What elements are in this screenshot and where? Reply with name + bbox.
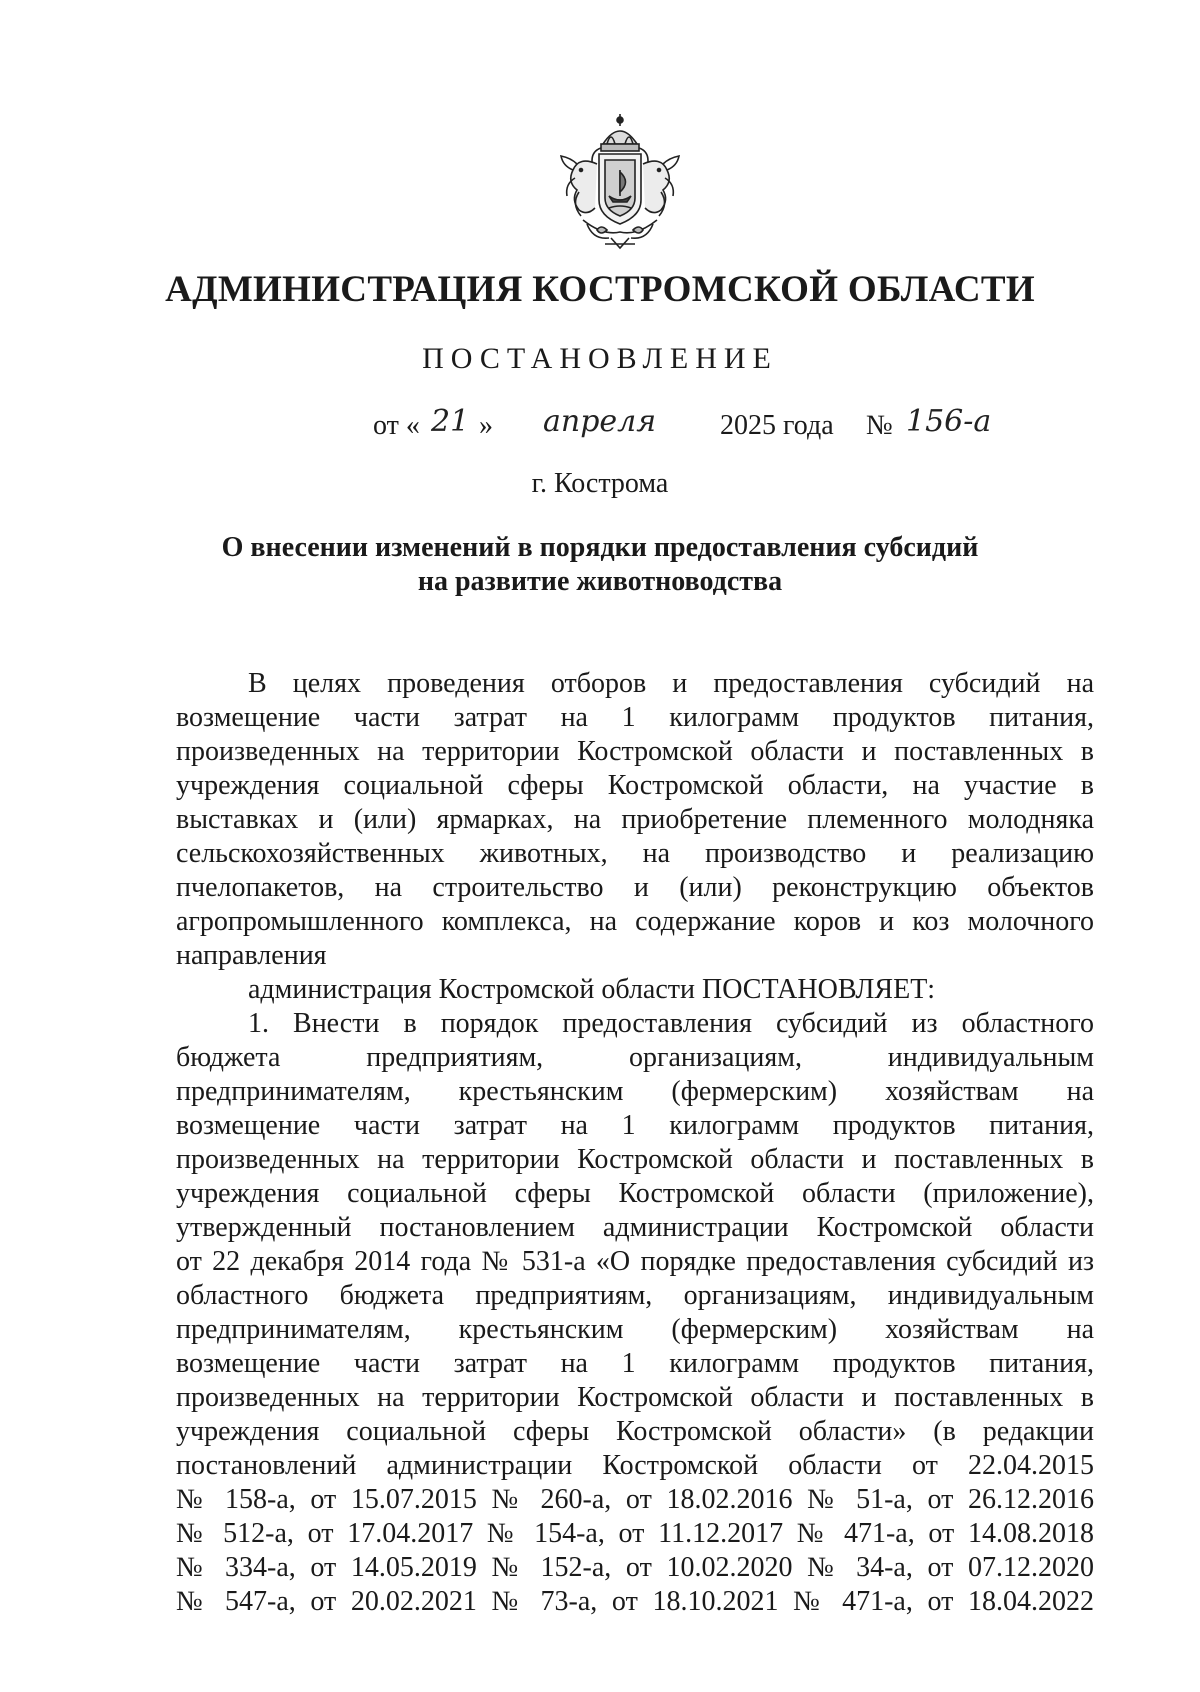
document-number-handwritten: 156-а	[906, 404, 992, 439]
body-line: предпринимателям, крестьянским (фермерским) хозяйствам на	[176, 1314, 1094, 1345]
body-line: возмещение части затрат на 1 килограмм продуктов питания,	[176, 1348, 1094, 1379]
number-prefix: №	[866, 410, 893, 441]
body-line: произведенных на территории Костромской области и поставленных в	[176, 736, 1094, 767]
body-line: постановлений администрации Костромской области от 22.04.2015	[176, 1450, 1094, 1481]
body-line: предпринимателям, крестьянским (фермерским) хозяйствам на	[176, 1076, 1094, 1107]
body-line: В целях проведения отборов и предоставления субсидий на	[248, 668, 1094, 699]
body-line: пчелопакетов, на строительство и (или) реконструкцию объектов	[176, 872, 1094, 903]
date-close-quote: »	[479, 410, 493, 441]
body-line: 1. Внести в порядок предоставления субсидий из областного	[248, 1008, 1094, 1039]
body-line: возмещение части затрат на 1 килограмм продуктов питания,	[176, 1110, 1094, 1141]
subject-line-2: на развитие животноводства	[417, 566, 783, 597]
document-type-heading: ПОСТАНОВЛЕНИЕ	[422, 342, 778, 375]
date-month-handwritten: апреля	[543, 404, 657, 439]
body-line: учреждения социальной сферы Костромской области» (в редакции	[176, 1416, 1094, 1447]
date-prefix: от «	[373, 410, 420, 441]
organization-title: АДМИНИСТРАЦИЯ КОСТРОМСКОЙ ОБЛАСТИ	[165, 269, 1035, 310]
body-line: выставках и (или) ярмарках, на приобретение племенного молодняка	[176, 804, 1094, 835]
date-year: 2025 года	[720, 410, 834, 441]
body-line: № 158-а, от 15.07.2015 № 260-а, от 18.02.2016 № 51-а, от 26.12.2016	[176, 1484, 1094, 1515]
body-line: агропромышленного комплекса, на содержание коров и коз молочного	[176, 906, 1094, 937]
body-line: учреждения социальной сферы Костромской области (приложение),	[176, 1178, 1094, 1209]
body-line: № 334-а, от 14.05.2019 № 152-а, от 10.02.2020 № 34-а, от 07.12.2020	[176, 1552, 1094, 1583]
date-day-handwritten: 21	[431, 404, 470, 439]
body-line: направления	[176, 940, 327, 971]
body-line: № 547-а, от 20.02.2021 № 73-а, от 18.10.2021 № 471-а, от 18.04.2022	[176, 1586, 1094, 1617]
body-line: областного бюджета предприятиям, организациям, индивидуальным	[176, 1280, 1094, 1311]
body-line: произведенных на территории Костромской области и поставленных в	[176, 1382, 1094, 1413]
body-line: учреждения социальной сферы Костромской области, на участие в	[176, 770, 1094, 801]
body-line: бюджета предприятиям, организациям, индивидуальным	[176, 1042, 1094, 1073]
body-line: сельскохозяйственных животных, на производство и реализацию	[176, 838, 1094, 869]
subject-line-1: О внесении изменений в порядки предоставления субсидий	[221, 532, 979, 563]
coat-of-arms-emblem	[553, 112, 687, 252]
body-line: утвержденный постановлением администрации Костромской области	[176, 1212, 1094, 1243]
body-line: от 22 декабря 2014 года № 531-а «О порядке предоставления субсидий из	[176, 1246, 1094, 1277]
city-line: г. Кострома	[531, 468, 669, 499]
body-line: произведенных на территории Костромской области и поставленных в	[176, 1144, 1094, 1175]
body-line: администрация Костромской области ПОСТАНОВЛЯЕТ:	[248, 974, 936, 1005]
body-line: возмещение части затрат на 1 килограмм продуктов питания,	[176, 702, 1094, 733]
document-date-line	[373, 402, 1073, 452]
body-line: № 512-а, от 17.04.2017 № 154-а, от 11.12.2017 № 471-а, от 14.08.2018	[176, 1518, 1094, 1549]
